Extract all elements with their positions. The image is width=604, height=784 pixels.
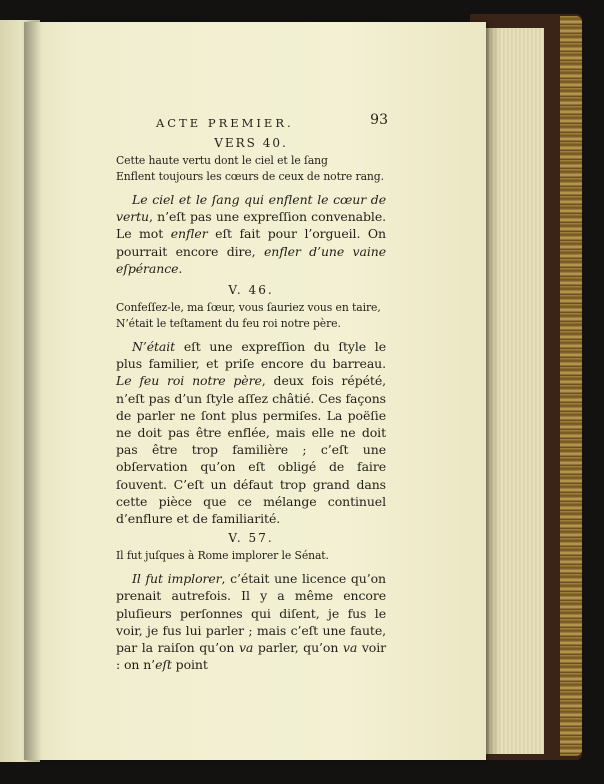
gutter-shadow <box>24 22 42 760</box>
quoted-phrase: enfler d’une vaine eſpérance <box>116 243 386 276</box>
section-heading: V. 57. <box>228 531 274 546</box>
paragraph-text: eſt fait pour l’orgueil. On pourrait encore dire, <box>116 226 386 259</box>
paragraph-text: , deux fois répété, n’eſt pas d’un ſtyle aſſez châtié. Ces façons de parler ne ſont plus permiſes. La poëſie ne doit pas être enflée, mais elle ne doit pas être trop familière ; c’eſt une obſervation qu’on eſt obligé de faire ſouvent. C’eſt un défaut trop grand dans cette pièce que ce mélange continuel d’enflure et de familiarité. <box>116 373 387 527</box>
paragraph-text: parler, qu’on <box>253 640 343 656</box>
quoted-phrase: va <box>238 640 254 656</box>
commentary-paragraph <box>116 191 386 277</box>
paragraph-text: point <box>171 657 208 673</box>
verse-line: Cette haute vertu dont le ciel et le ſang <box>116 154 328 167</box>
paragraph-text: . <box>178 260 183 276</box>
section-heading: V. 46. <box>228 283 274 298</box>
page-block-shadow <box>486 28 500 754</box>
paragraph-text: voir : on n’ <box>116 640 386 673</box>
commentary-paragraph <box>116 338 386 527</box>
quoted-phrase: Il fut implorer <box>132 571 222 587</box>
quoted-phrase: Le feu roi notre père <box>116 373 262 389</box>
quoted-phrase: Le ciel et le ſang qui enflent le cœur de vertu <box>116 192 386 225</box>
section-heading: VERS 40. <box>214 136 288 150</box>
verse-line: Confeſſez-le, ma ſœur, vous ſauriez vous en taire, <box>116 301 381 315</box>
gilt-cover-edge <box>560 16 582 756</box>
quoted-phrase: eſt <box>155 657 172 673</box>
verse-line: N’était le teſtament du feu roi notre père. <box>116 317 341 331</box>
paragraph-text: eſt une expreſſion du ſtyle le plus familier, et priſe encore du barreau. <box>116 339 386 372</box>
verse-line: Enflent toujours les cœurs de ceux de notre rang. <box>116 170 384 183</box>
paragraph-text: , c’était une licence qu’on prenait autrefois. Il y a même encore pluſieurs perſonnes qui diſent, je fus le voir, je fus lui parler ; mais c’eſt une faute, par la raiſon qu’on <box>116 571 386 656</box>
commentary-paragraph <box>116 570 386 673</box>
paragraph-text: , n’eſt pas une expreſſion convenable. Le mot <box>116 209 386 242</box>
quoted-phrase: va <box>342 640 358 656</box>
running-title: ACTE PREMIER. <box>156 116 294 130</box>
quoted-phrase: N’était <box>132 339 176 355</box>
running-header <box>116 112 386 134</box>
quoted-phrase: enfler <box>170 226 208 242</box>
book-page <box>24 22 486 760</box>
text-block <box>116 112 386 676</box>
page-number: 93 <box>370 112 388 128</box>
verse-line: Il fut juſques à Rome implorer le Sénat. <box>116 549 329 563</box>
